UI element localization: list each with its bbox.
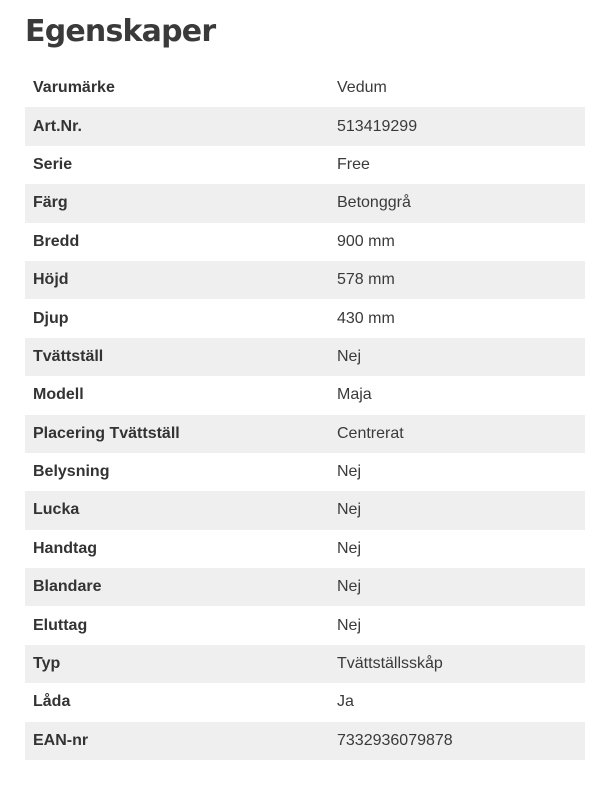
table-row: [25, 146, 585, 184]
property-name: Eluttag: [33, 616, 88, 634]
property-value: 430 mm: [337, 309, 395, 327]
property-value: 7332936079878: [337, 731, 453, 749]
property-name: Blandare: [33, 578, 102, 596]
property-value: Ja: [337, 693, 354, 711]
property-name: Art.Nr.: [33, 117, 82, 135]
table-row: [25, 606, 585, 644]
table-row: [25, 453, 585, 491]
property-value: Nej: [337, 539, 362, 557]
table-row: [25, 299, 585, 337]
table-row: [25, 107, 585, 145]
property-name: Belysning: [33, 463, 110, 481]
property-name: Låda: [33, 693, 71, 711]
table-row: [25, 683, 585, 721]
property-value: Nej: [337, 347, 362, 365]
table-row: [25, 261, 585, 299]
property-name: Tvättställ: [33, 347, 104, 365]
property-name: Lucka: [33, 501, 80, 519]
table-row: [25, 223, 585, 261]
property-name: Bredd: [33, 232, 80, 250]
property-name: Typ: [33, 655, 61, 673]
table-row: [25, 415, 585, 453]
property-value: Nej: [337, 463, 362, 481]
table-row: [25, 645, 585, 683]
property-name: Modell: [33, 386, 84, 404]
property-name: Höjd: [33, 271, 69, 289]
page-title: Egenskaper: [25, 14, 216, 49]
table-row: [25, 376, 585, 414]
table-row: [25, 338, 585, 376]
table-row: [25, 184, 585, 222]
property-value: Nej: [337, 578, 362, 596]
property-name: EAN-nr: [33, 731, 89, 749]
property-value: 900 mm: [337, 232, 395, 250]
property-value: Maja: [337, 386, 372, 404]
property-value: Vedum: [337, 79, 387, 97]
property-value: Tvättställsskåp: [337, 655, 443, 673]
table-row: [25, 530, 585, 568]
property-value: 513419299: [337, 117, 418, 135]
property-name: Varumärke: [33, 79, 115, 97]
property-name: Djup: [33, 309, 69, 327]
property-value: Nej: [337, 501, 362, 519]
table-row: [25, 69, 585, 107]
table-row: [25, 722, 585, 760]
property-name: Placering Tvättställ: [33, 424, 180, 442]
table-row: [25, 568, 585, 606]
property-value: Free: [337, 155, 370, 173]
property-value: Centrerat: [337, 424, 404, 442]
property-value: Betonggrå: [337, 194, 411, 212]
property-name: Färg: [33, 194, 68, 212]
property-name: Handtag: [33, 539, 97, 557]
properties-table: [25, 69, 585, 760]
property-value: Nej: [337, 616, 362, 634]
property-value: 578 mm: [337, 271, 395, 289]
property-name: Serie: [33, 155, 73, 173]
table-row: [25, 491, 585, 529]
